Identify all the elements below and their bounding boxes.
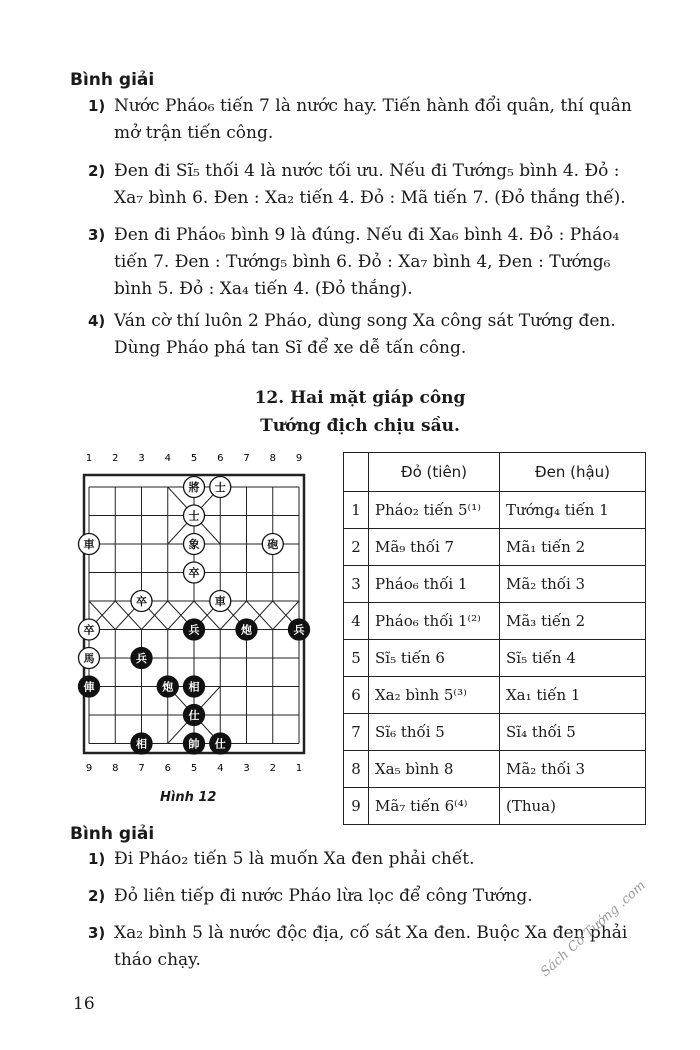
black-move: Tướng₄ tiến 1: [500, 492, 646, 529]
red-move: Pháo₆ thối 1⁽²⁾: [369, 603, 500, 640]
table-row: [344, 788, 646, 825]
item-number: 4): [88, 312, 106, 330]
file-label: 5: [190, 763, 198, 774]
black-piece: [210, 477, 231, 498]
red-piece: [210, 733, 231, 754]
red-move: Pháo₆ thối 1: [369, 566, 500, 603]
move-number: 5: [344, 640, 369, 677]
xiangqi-board: [70, 445, 320, 780]
piece-label: 相: [136, 737, 147, 751]
piece-label: 炮: [162, 680, 174, 694]
piece-label: 馬: [83, 652, 95, 665]
move-number: 4: [344, 603, 369, 640]
item-number: 1): [88, 850, 106, 868]
analysis-item-3: [88, 222, 648, 303]
item-number: 2): [88, 887, 106, 905]
analysis-item-4: [88, 308, 648, 362]
table-row: [344, 492, 646, 529]
file-label: 7: [243, 453, 250, 464]
black-piece: [131, 591, 152, 612]
piece-label: 仕: [214, 737, 226, 751]
item-text: Ván cờ thí luôn 2 Pháo, dùng song Xa công sát Tướng đen. Dùng Pháo phá tan Sĩ để xe dễ tấn công.: [114, 311, 616, 358]
move-number: 2: [344, 529, 369, 566]
file-label: 3: [138, 453, 145, 464]
red-move: Pháo₂ tiến 5⁽¹⁾: [369, 492, 500, 529]
piece-label: 炮: [241, 623, 252, 637]
figure-caption: Hình 12: [160, 790, 217, 805]
file-label: 4: [217, 763, 224, 774]
piece-label: 帥: [188, 737, 200, 751]
piece-label: 相: [188, 680, 200, 694]
red-piece: [236, 619, 257, 640]
file-label: 6: [164, 763, 171, 774]
table-row: [344, 529, 646, 566]
file-label: 8: [112, 763, 119, 774]
piece-label: 兵: [188, 623, 200, 637]
black-piece: [262, 534, 283, 555]
analysis-item-1: [88, 93, 648, 147]
piece-label: 車: [214, 595, 226, 608]
black-piece: [79, 534, 100, 555]
file-label: 9: [85, 763, 93, 774]
piece-label: 砲: [267, 538, 279, 551]
move-number: 9: [344, 788, 369, 825]
move-number: 1: [344, 492, 369, 529]
analysis-item-2: [88, 158, 648, 212]
black-piece: [184, 562, 205, 583]
black-piece: [184, 505, 205, 526]
black-move: Xa₁ tiến 1: [500, 677, 646, 714]
bottom-file-labels: [86, 763, 302, 774]
red-move: Xa₂ bình 5⁽³⁾: [369, 677, 500, 714]
file-label: 1: [85, 453, 93, 464]
section-heading: Bình giải: [70, 70, 155, 90]
red-piece: [184, 676, 205, 697]
black-move: Mã₂ thối 3: [500, 751, 646, 788]
page-number: 16: [73, 994, 95, 1014]
file-label: 2: [112, 453, 119, 464]
black-move: Sĩ₄ thối 5: [500, 714, 646, 751]
table-row: [344, 751, 646, 788]
file-label: 7: [138, 763, 145, 774]
puzzle-title-line-2: Tướng địch chịu sầu.: [260, 416, 460, 436]
black-piece: [184, 477, 205, 498]
red-piece: [131, 648, 152, 669]
item-text: Đen đi Sĩ₅ thối 4 là nước tối ưu. Nếu đi Tướng₅ bình 4. Đỏ : Xa₇ bình 6. Đen : Xa₂ tiến 4. Đỏ : Mã tiến 7. (Đỏ thắng thế).: [114, 161, 626, 208]
item-number: 3): [88, 226, 106, 244]
move-number: 7: [344, 714, 369, 751]
piece-label: 仕: [188, 709, 200, 722]
board-pieces: [79, 477, 310, 755]
file-label: 8: [269, 453, 276, 464]
piece-label: 卒: [83, 623, 95, 637]
piece-label: 象: [188, 538, 200, 551]
top-file-labels: [86, 453, 302, 464]
item-text: Xa₂ bình 5 là nước độc địa, cố sát Xa đen. Buộc Xa đen phải tháo chạy.: [114, 923, 628, 970]
move-number: 8: [344, 751, 369, 788]
piece-label: 卒: [136, 595, 147, 608]
red-move: Mã₇ tiến 6⁽⁴⁾: [369, 788, 500, 825]
piece-label: 士: [214, 481, 226, 494]
table-header-black: Đen (hậu): [500, 453, 646, 492]
red-piece: [184, 705, 205, 726]
piece-label: 兵: [293, 623, 305, 637]
black-piece: [79, 648, 100, 669]
watermark: Sách Cờ Tướng .com: [537, 878, 649, 980]
table-row: [344, 714, 646, 751]
red-piece: [131, 733, 152, 754]
table-row: [344, 640, 646, 677]
table-row: [344, 603, 646, 640]
puzzle-title: [240, 384, 480, 440]
table-header-row: [344, 453, 646, 492]
puzzle-title-line-1: 12. Hai mặt giáp công: [254, 388, 466, 408]
black-move: Mã₂ thối 3: [500, 566, 646, 603]
red-move: Mã₉ thối 7: [369, 529, 500, 566]
black-move: Sĩ₅ tiến 4: [500, 640, 646, 677]
red-move: Xa₅ bình 8: [369, 751, 500, 788]
red-move: Sĩ₆ thối 5: [369, 714, 500, 751]
piece-label: 車: [83, 538, 95, 551]
item-number: 3): [88, 924, 106, 942]
table-header-red: Đỏ (tiên): [369, 453, 500, 492]
file-label: 6: [217, 453, 224, 464]
item-text: Đen đi Pháo₆ bình 9 là đúng. Nếu đi Xa₆ bình 4. Đỏ : Pháo₄ tiến 7. Đen : Tướng₅ bình 6. Đỏ : Xa₇ bình 4, Đen : Tướng₆ bình 5. Đỏ : Xa₄ tiến 4. (Đỏ thắng).: [114, 225, 620, 299]
table-row: [344, 677, 646, 714]
red-piece: [184, 733, 205, 754]
red-piece: [157, 676, 178, 697]
red-move: Sĩ₅ tiến 6: [369, 640, 500, 677]
file-label: 2: [269, 763, 276, 774]
file-label: 3: [243, 763, 250, 774]
black-move: Mã₃ tiến 2: [500, 603, 646, 640]
table-header-index: [344, 453, 369, 492]
file-label: 9: [295, 453, 303, 464]
piece-label: 兵: [136, 652, 147, 665]
analysis-item-2: [88, 883, 648, 910]
section-heading: Bình giải: [70, 824, 155, 844]
black-piece: [210, 591, 231, 612]
red-piece: [289, 619, 310, 640]
item-text: Đi Pháo₂ tiến 5 là muốn Xa đen phải chết.: [114, 849, 475, 869]
item-text: Đỏ liên tiếp đi nước Pháo lừa lọc để công Tướng.: [114, 886, 533, 906]
analysis-item-1: [88, 846, 648, 873]
piece-label: 卒: [188, 566, 200, 580]
file-label: 1: [295, 763, 303, 774]
file-label: 4: [164, 453, 171, 464]
item-number: 2): [88, 162, 106, 180]
move-number: 3: [344, 566, 369, 603]
item-text: Nước Pháo₆ tiến 7 là nước hay. Tiến hành đổi quân, thí quân mở trận tiến công.: [114, 96, 632, 143]
piece-label: 俥: [83, 680, 95, 694]
piece-label: 士: [188, 509, 200, 523]
black-move: (Thua): [500, 788, 646, 825]
black-piece: [79, 619, 100, 640]
piece-label: 將: [188, 481, 200, 494]
red-piece: [184, 619, 205, 640]
red-piece: [79, 676, 100, 697]
black-piece: [184, 534, 205, 555]
table-row: [344, 566, 646, 603]
black-move: Mã₁ tiến 2: [500, 529, 646, 566]
file-label: 5: [190, 453, 198, 464]
move-number: 6: [344, 677, 369, 714]
item-number: 1): [88, 97, 106, 115]
moves-table: [343, 452, 646, 825]
